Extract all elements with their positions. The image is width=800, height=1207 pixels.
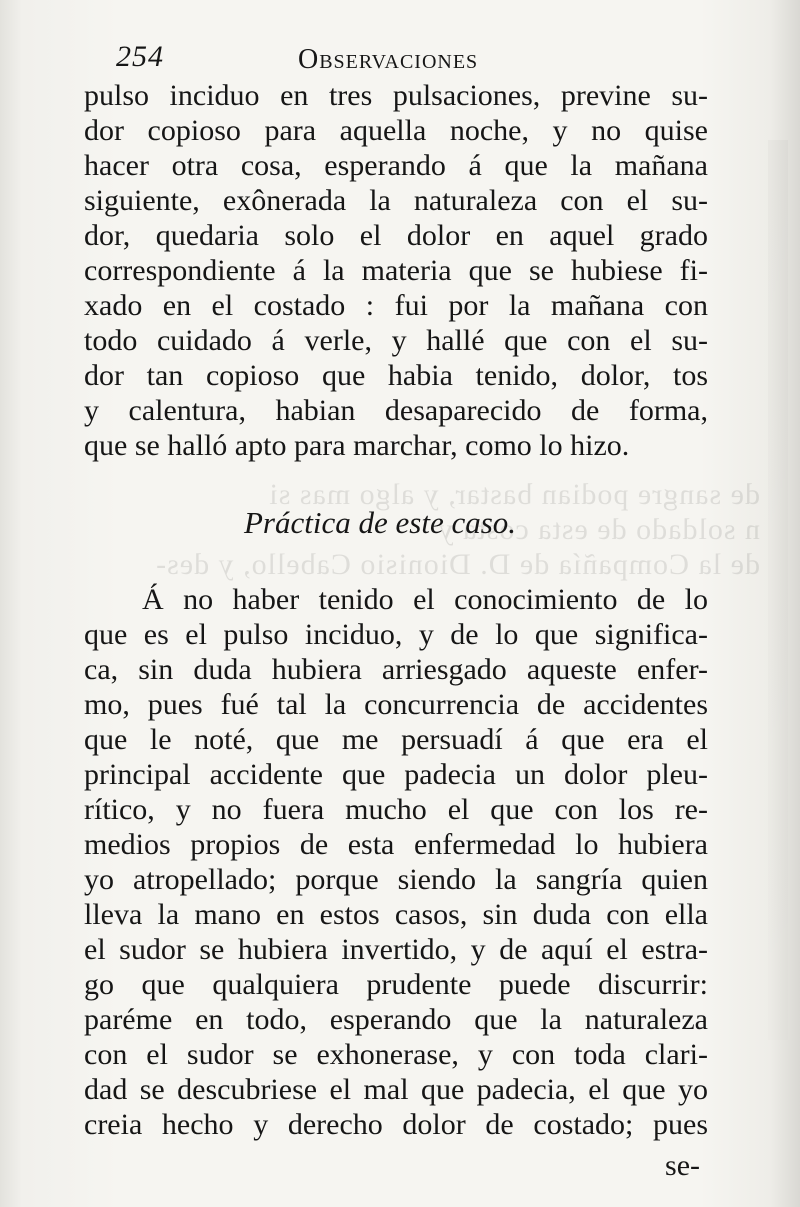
running-head: [116, 38, 636, 80]
text-line: principal accidente que padecia un dolor pleu-: [84, 758, 708, 791]
text-line: Á no haber tenido el conocimiento de lo: [142, 583, 708, 616]
text-line: pulso inciduo en tres pulsaciones, previne su-: [84, 79, 708, 112]
page-number: 254: [116, 40, 164, 73]
text-line: el sudor se hubiera invertido, y de aquí el estra-: [84, 933, 708, 966]
text-line: correspondiente á la materia que se hubiese fi-: [84, 254, 708, 287]
text-line: dad se descubriese el mal que padecia, el que yo: [84, 1073, 708, 1106]
text-line: yo atropellado; porque siendo la sangría quien: [84, 863, 708, 896]
text-line: que le noté, que me persuadí á que era el: [84, 723, 708, 756]
text-line: con el sudor se exhonerase, y con toda clari-: [84, 1038, 708, 1071]
section-heading: Práctica de este caso.: [244, 505, 517, 540]
bleed-line: de sangre podian bastar, y algo mas si: [268, 478, 760, 511]
text-line: hacer otra cosa, esperando á que la mañana: [84, 149, 708, 182]
text-line: que es el pulso inciduo, y de lo que significa-: [84, 618, 708, 651]
text-line: go que qualquiera prudente puede discurrir:: [84, 968, 708, 1001]
text-line: mo, pues fué tal la concurrencia de accidentes: [84, 688, 708, 721]
paragraph-2: [84, 582, 708, 1142]
text-line: xado en el costado : fui por la mañana con: [84, 289, 708, 322]
catchword: se-: [665, 1149, 700, 1182]
text-line: que se halló apto para marchar, como lo hizo.: [84, 429, 630, 462]
text-line: todo cuidado á verle, y hallé que con el su-: [84, 324, 708, 357]
page-edge-shadow: [768, 140, 788, 1040]
paragraph-1: [84, 78, 708, 463]
text-line: rítico, y no fuera mucho el que con los re-: [84, 793, 708, 826]
text-line: lleva la mano en estos casos, sin duda con ella: [84, 898, 708, 931]
running-title: Observaciones: [298, 44, 479, 75]
text-line: paréme en todo, esperando que la naturaleza: [84, 1003, 708, 1036]
text-line: creia hecho y derecho dolor de costado; pues: [84, 1108, 708, 1141]
text-line: y calentura, habian desaparecido de forma,: [84, 394, 708, 427]
bleed-line: de la Compañía de D. Dionisio Cabello, y des-: [155, 548, 760, 581]
text-line: siguiente, exônerada la naturaleza con el su-: [84, 184, 708, 217]
text-line: dor tan copioso que habia tenido, dolor, tos: [84, 359, 708, 392]
bleed-line: n soldado de esta costa y: [437, 513, 760, 546]
text-line: ca, sin duda hubiera arriesgado aqueste enfer-: [84, 653, 708, 686]
text-line: dor copioso para aquella noche, y no quise: [84, 114, 708, 147]
text-line: medios propios de esta enfermedad lo hubiera: [84, 828, 708, 861]
text-line: dor, quedaria solo el dolor en aquel grado: [84, 219, 708, 252]
